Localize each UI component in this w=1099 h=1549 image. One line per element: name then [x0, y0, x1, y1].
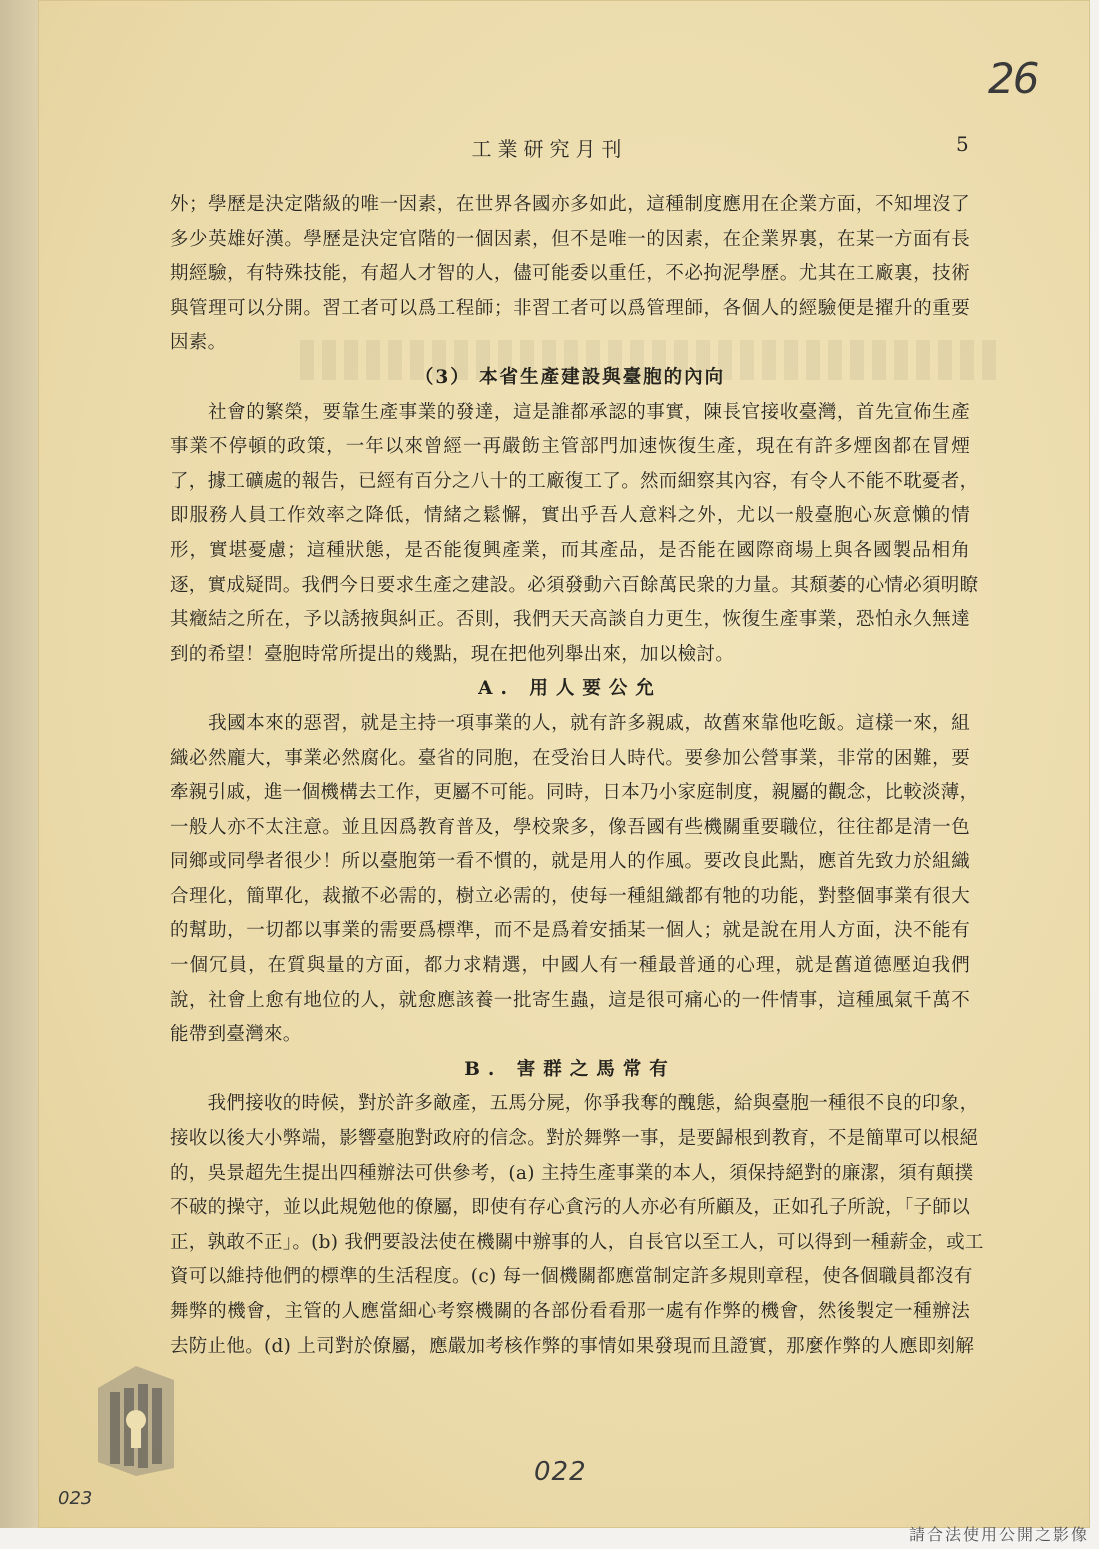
- text-line: 因素。: [170, 332, 227, 354]
- text-line: 一般人亦不太注意。並且因爲教育普及，學校衆多，像吾國有些機關重要職位，往往都是清一色: [170, 816, 970, 838]
- text-line: 織必然龐大，事業必然腐化。臺省的同胞，在受治日人時代。要參加公營事業，非常的困難，要: [170, 747, 970, 769]
- text-line: 去防止他。(d) 上司對於僚屬，應嚴加考核作弊的事情如果發現而且證實，那麼作弊的人應即刻解: [170, 1335, 975, 1357]
- archive-stamp-icon: [90, 1358, 182, 1478]
- handwritten-number-top: 26: [988, 54, 1038, 103]
- text-line: 能帶到臺灣來。: [170, 1024, 302, 1046]
- text-line: 的幫助，一切都以事業的需要爲標準，而不是爲着安插某一個人；就是說在用人方面，決不能有: [170, 920, 970, 942]
- page-edge-shadow: [0, 0, 38, 1528]
- text-line: 我們接收的時候，對於許多敵產，五馬分屍，你爭我奪的醜態，給與臺胞一種很不良的印象，: [170, 1093, 979, 1115]
- text-line: 正，孰敢不正」。(b) 我們要設法使在機關中辦事的人，自長官以至工人，可以得到一種薪金，或工: [170, 1231, 984, 1253]
- text-line: 外；學歷是決定階級的唯一因素，在世界各國亦多如此，這種制度應用在企業方面，不知埋沒了: [170, 194, 970, 215]
- text-line: 我國本來的惡習，就是主持一項事業的人，就有許多親戚，故舊來靠他吃飯。這樣一來，組: [170, 712, 970, 734]
- text-line: 同鄉或同學者很少！所以臺胞第一看不慣的，就是用人的作風。要改良此點，應首先致力於組織: [170, 851, 970, 873]
- text-line: 一個冗員，在質與量的方面，都力求精選，中國人有一種最普通的心理，就是舊道德壓迫我們: [170, 955, 970, 977]
- handwritten-folio-number: 022: [534, 1457, 587, 1487]
- usage-notice: 請合法使用公開之影像: [908, 1525, 1089, 1544]
- text-line: 事業不停頓的政策，一年以來曾經一再嚴飭主管部門加速恢復生產，現在有許多煙囪都在冒煙: [170, 436, 970, 458]
- text-line: 舞弊的機會，主管的人應當細心考察機關的各部份看看那一處有作弊的機會，然後製定一種辦法: [170, 1301, 970, 1322]
- text-line: 社會的繁榮，要靠生產事業的發達，這是誰都承認的事實，陳長官接收臺灣，首先宣佈生產: [170, 401, 970, 423]
- text-line: 合理化，簡單化，裁撤不必需的，樹立必需的，使每一種組織都有牠的功能，對整個事業有很大: [170, 885, 970, 907]
- text-line: 多少英雄好漢。學歷是決定官階的一個因素，但不是唯一的因素，在企業界裏，在某一方面有長: [170, 228, 970, 250]
- text-line: 逐，實成疑問。我們今日要求生產之建設。必須發動六百餘萬民衆的力量。其頹萎的心情必須明瞭: [170, 574, 979, 596]
- subsection-heading: A. 用人要公允: [478, 678, 662, 700]
- section-heading: （3） 本省生產建設與臺胞的內向: [414, 366, 726, 388]
- text-line: 的，吳景超先生提出四種辦法可供參考，(a) 主持生產事業的本人，須保持絕對的廉潔，須有顛撲: [170, 1162, 974, 1184]
- article-body: [170, 188, 984, 1364]
- text-line: 接收以後大小弊端，影響臺胞對政府的信念。對於舞弊一事，是要歸根到教育，不是簡單可以根絕: [170, 1128, 979, 1150]
- text-line: 即服務人員工作效率之降低，情緒之鬆懈，實出乎吾人意料之外，尤以一般臺胞心灰意懶的情: [170, 505, 970, 527]
- text-line: 資可以維持他們的標準的生活程度。(c) 每一個機關都應當制定許多規則章程，使各個職員都沒有: [170, 1266, 973, 1288]
- handwritten-folio-left: 023: [58, 1488, 93, 1509]
- running-title: 工業研究月刊: [471, 137, 628, 161]
- text-line: 其癥結之所在，予以誘掖與糾正。否則，我們天天高談自力更生，恢復生產事業，恐怕永久無達: [170, 609, 970, 631]
- text-line: 期經驗，有特殊技能，有超人才智的人，儘可能委以重任，不必拘泥學歷。尤其在工廠裏，技術: [170, 263, 970, 285]
- page-number: 5: [956, 132, 969, 156]
- text-line: 了，據工礦處的報告，已經有百分之八十的工廠復工了。然而細察其內容，有令人不能不耽憂者，: [170, 470, 979, 492]
- text-line: 到的希望！臺胞時常所提出的幾點，現在把他列舉出來，加以檢討。: [170, 643, 735, 665]
- text-line: 說，社會上愈有地位的人，就愈應該養一批寄生蟲，這是很可痛心的一件情事，這種風氣千萬不: [170, 989, 970, 1011]
- text-line: 形，實堪憂慮；這種狀態，是否能復興產業，而其產品，是否能在國際商場上與各國製品相角: [170, 539, 970, 561]
- text-line: 不破的操守，並以此規勉他的僚屬，即使有存心貪污的人亦必有所顧及，正如孔子所說，「子師以: [170, 1197, 970, 1219]
- text-line: 與管理可以分開。習工者可以爲工程師；非習工者可以爲管理師，各個人的經驗便是擢升的重要: [170, 297, 970, 319]
- text-line: 牽親引戚，進一個機構去工作，更屬不可能。同時，日本乃小家庭制度，親屬的觀念，比較淡薄，: [170, 782, 979, 804]
- subsection-heading: B. 害群之馬常有: [464, 1058, 676, 1080]
